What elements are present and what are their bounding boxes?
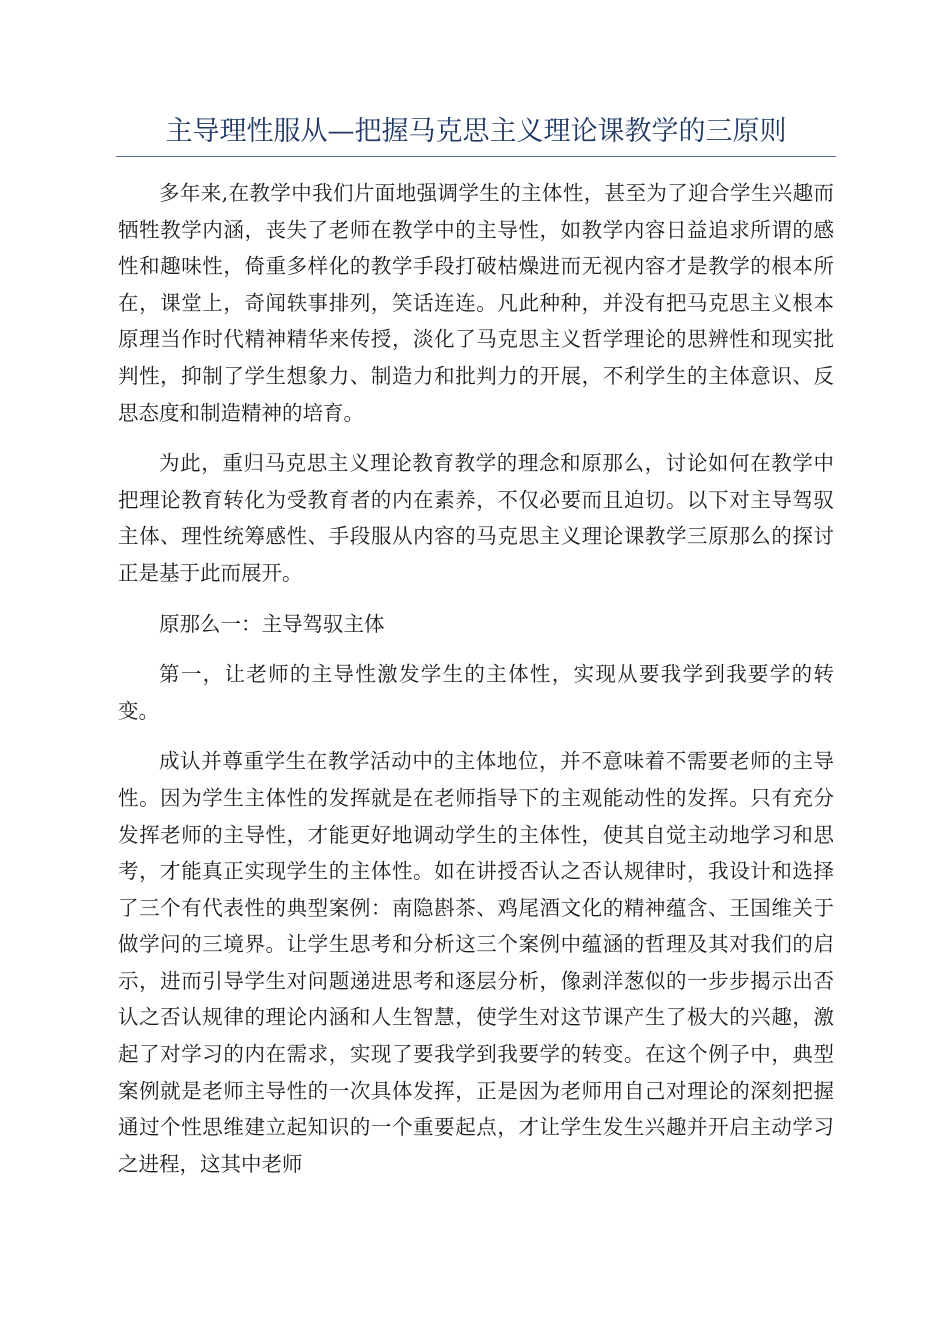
paragraph-case-discussion: 成认并尊重学生在教学活动中的主体地位，并不意味着不需要老师的主导性。因为学生主体性的发挥就是在老师指导下的主观能动性的发挥。只有充分发挥老师的主导性，才能更好地调动学生的主体性，使其自觉主动地学习和思考，才能真正实现学生的主体性。如在讲授否认之否认规律时，我设计和选择了三个有代表性的典型案例：南隐斟茶、鸡尾酒文化的精神蕴含、王国维关于做学问的三境界。让学生思考和分析这三个案例中蕴涵的哲理及其对我们的启示，进而引导学生对问题递进思考和逐层分析，像剥洋葱似的一步步揭示出否认之否认规律的理论内涵和人生智慧，使学生对这节课产生了极大的兴趣，激起了对学习的内在需求，实现了要我学到我要学的转变。在这个例子中，典型案例就是老师主导性的一次具体发挥，正是因为老师用自己对理论的深刻把握通过个性思维建立起知识的一个重要起点，才让学生发生兴趣并开启主动学习之进程，这其中老师 [118,749,834,1176]
paragraph-first-point: 第一，让老师的主导性激发学生的主体性，实现从要我学到我要学的转变。 [118,662,834,723]
title-block [116,112,836,157]
section-heading-principle-one: 原那么一：主导驾驭主体 [159,611,385,636]
paragraph-purpose: 为此，重归马克思主义理论教育教学的理念和原那么，讨论如何在教学中把理论教育转化为受教育者的内在素养，不仅必要而且迫切。以下对主导驾驭主体、理性统筹感性、手段服从内容的马克思主义理论课教学三原那么的探讨正是基于此而展开。 [118,451,834,585]
paragraph-intro: 多年来,在教学中我们片面地强调学生的主体性，甚至为了迎合学生兴趣而牺牲教学内涵，丧失了老师在教学中的主导性，如教学内容日益追求所谓的感性和趣味性，倚重多样化的教学手段打破枯燥进而无视内容才是教学的根本所在，课堂上，奇闻轶事排列，笑话连连。凡此种种，并没有把马克思主义根本原理当作时代精神精华来传授，淡化了马克思主义哲学理论的思辨性和现实批判性，抑制了学生想象力、制造力和批判力的开展，不利学生的主体意识、反思态度和制造精神的培育。 [118,181,834,425]
document-body [118,175,834,1196]
document-title: 主导理性服从—把握马克思主义理论课教学的三原则 [165,116,787,147]
